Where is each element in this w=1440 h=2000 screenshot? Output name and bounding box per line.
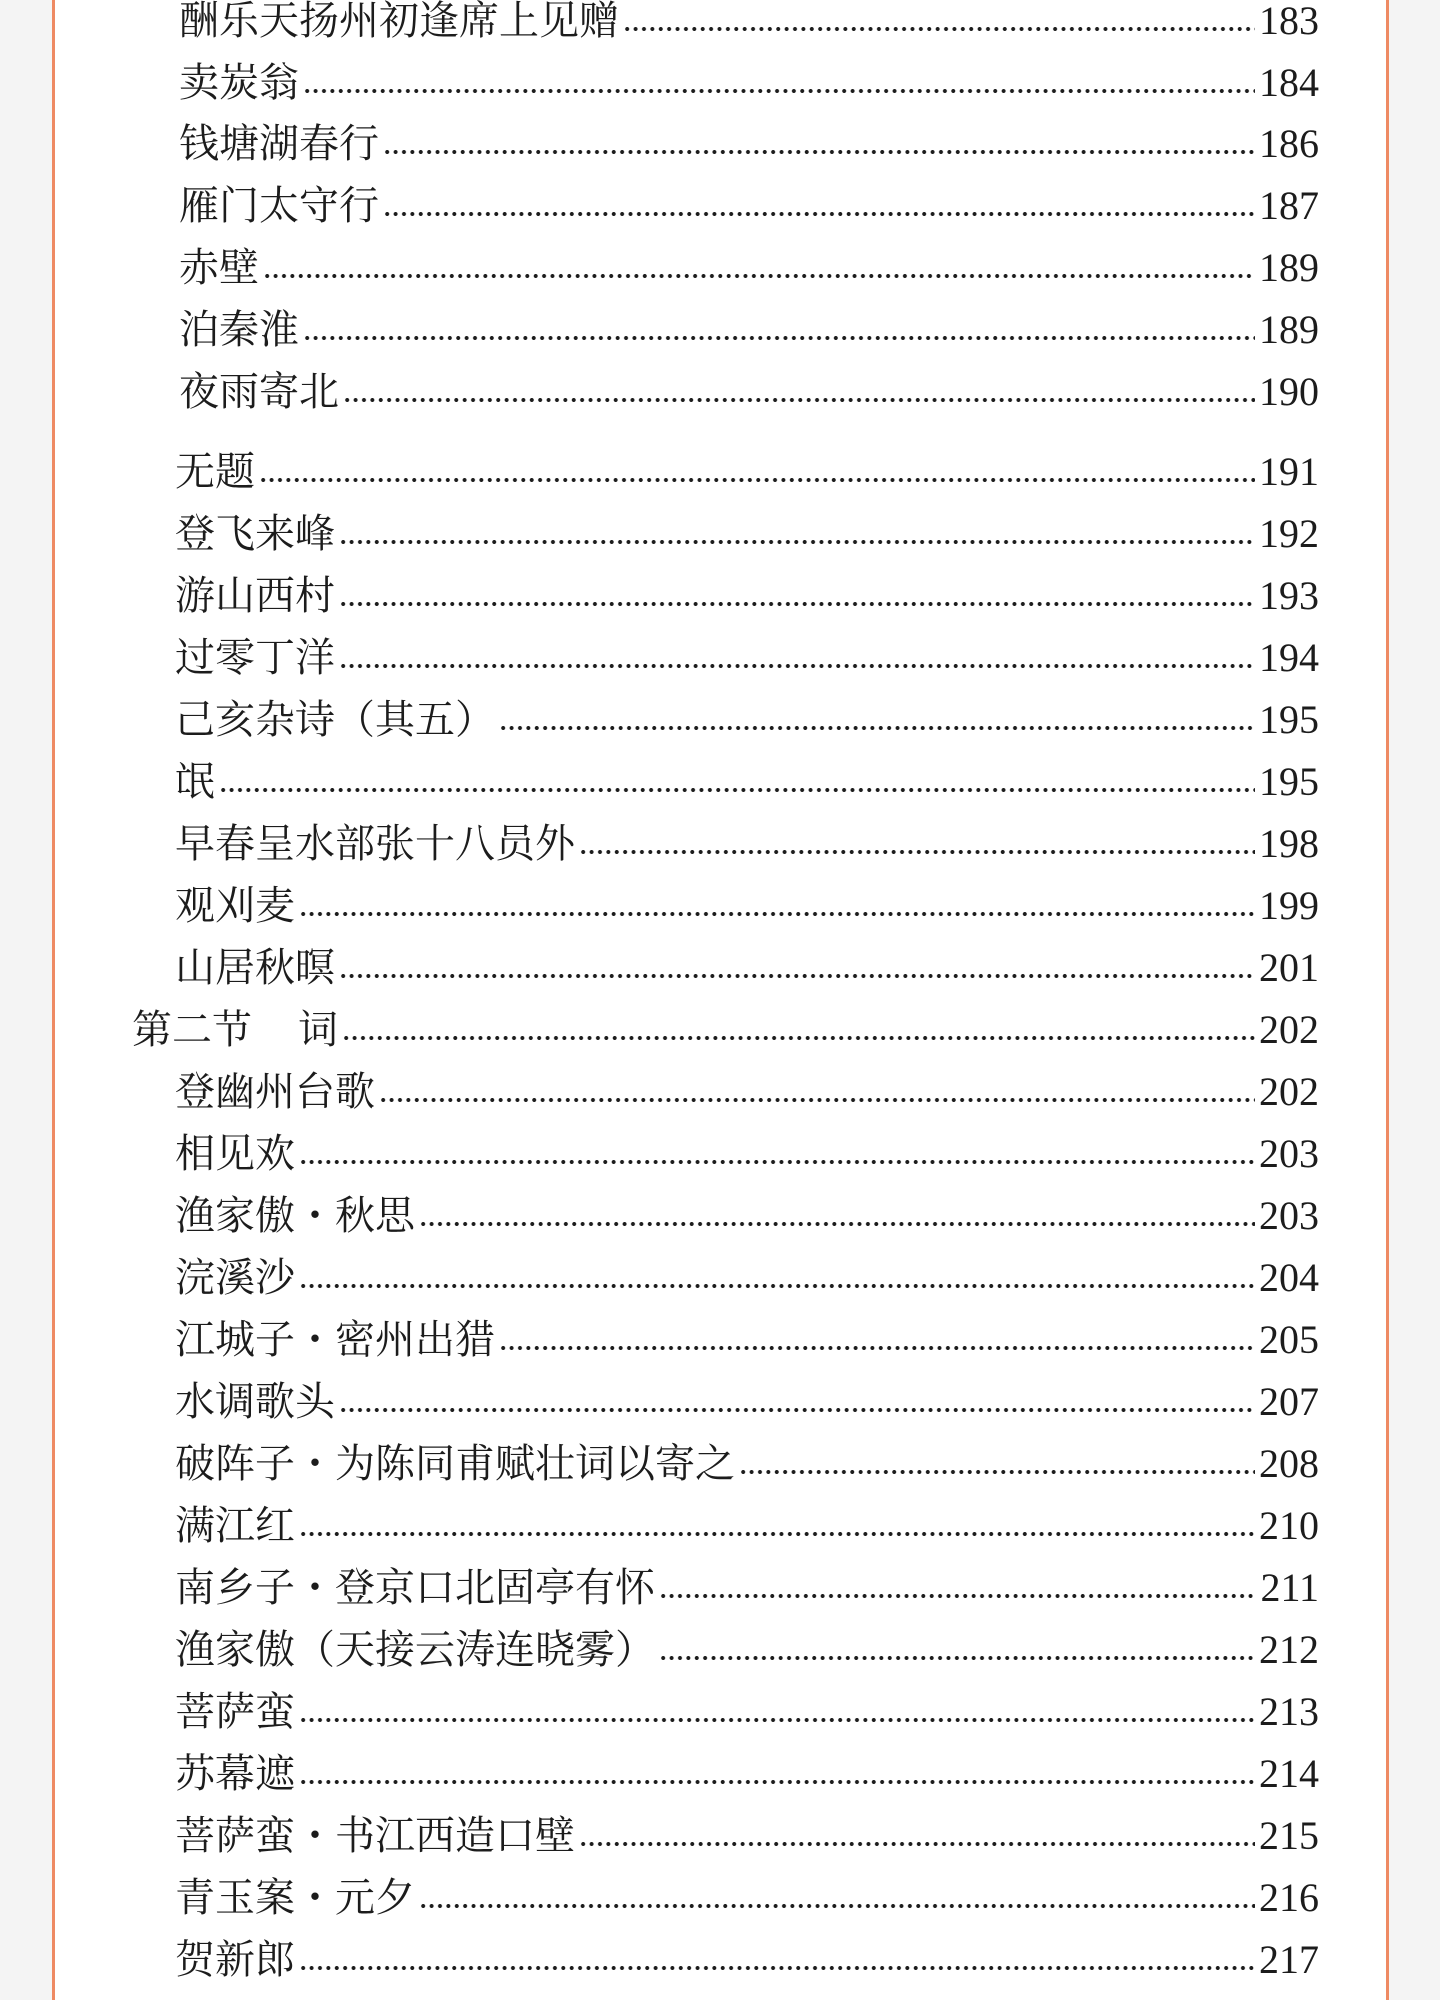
dot-leader: [259, 477, 1255, 483]
toc-entry-page: 208: [1259, 1441, 1319, 1486]
toc-entry[interactable]: [179, 0, 1319, 51]
toc-entry-title: 无题: [175, 449, 255, 495]
toc-entry[interactable]: [175, 1496, 1319, 1556]
dot-leader: [303, 335, 1255, 341]
toc-entry-page: 183: [1259, 0, 1319, 43]
toc-entry[interactable]: [179, 300, 1319, 360]
toc-entry-title: 过零丁洋: [175, 635, 335, 681]
toc-entry-title: 早春呈水部张十八员外: [175, 821, 575, 867]
toc-entry-title: 浣溪沙: [175, 1255, 295, 1301]
dot-leader: [339, 1407, 1255, 1413]
toc-entry[interactable]: [175, 1930, 1319, 1990]
dot-leader: [419, 1903, 1255, 1909]
toc-entry[interactable]: [179, 114, 1319, 174]
toc-entry-page: 194: [1259, 635, 1319, 680]
toc-entry-page: 186: [1259, 121, 1319, 166]
dot-leader: [219, 787, 1255, 793]
dot-leader: [303, 88, 1255, 94]
toc-entry[interactable]: [175, 752, 1319, 812]
toc-entry-page: 202: [1259, 1069, 1319, 1114]
toc-entry-title: 山居秋暝: [175, 945, 335, 991]
toc-entry-page: 192: [1259, 511, 1319, 556]
toc-entry[interactable]: [175, 1248, 1319, 1308]
toc-entry-title: 菩萨蛮・书江西造口壁: [175, 1813, 575, 1859]
dot-leader: [339, 663, 1255, 669]
toc-entry[interactable]: [179, 53, 1319, 113]
dot-leader: [739, 1469, 1255, 1475]
toc-entry[interactable]: [179, 238, 1319, 298]
toc-section-title: [132, 1000, 338, 1060]
toc-entry-page: 189: [1259, 245, 1319, 290]
dot-leader: [659, 1593, 1256, 1599]
toc-entry-title: 游山西村: [175, 573, 335, 619]
toc-entry-title: 满江红: [175, 1503, 295, 1549]
toc-entry-title: 雁门太守行: [179, 183, 379, 229]
toc-entry-title: 赤壁: [179, 245, 259, 291]
toc-entry-page: 202: [1259, 1007, 1319, 1052]
toc-entry-title: 贺新郎: [175, 1937, 295, 1983]
toc-entry[interactable]: [175, 1310, 1319, 1370]
toc-entry-page: 187: [1259, 183, 1319, 228]
toc-entry-page: 195: [1259, 697, 1319, 742]
toc-entry[interactable]: [179, 176, 1319, 236]
toc-entry-page: 191: [1259, 449, 1319, 494]
dot-leader: [383, 149, 1255, 155]
toc-entry[interactable]: [175, 1434, 1319, 1494]
toc-entry-page: 205: [1259, 1317, 1319, 1362]
toc-entry[interactable]: [175, 1372, 1319, 1432]
toc-entry[interactable]: [175, 1062, 1319, 1122]
toc-entry-page: 210: [1259, 1503, 1319, 1548]
document-page: [52, 0, 1389, 2000]
toc-entry[interactable]: [175, 442, 1319, 502]
toc-entry[interactable]: [175, 1744, 1319, 1804]
toc-entry[interactable]: [175, 1806, 1319, 1866]
toc-entry[interactable]: [175, 690, 1319, 750]
dot-leader: [263, 273, 1255, 279]
toc-entry-title: 卖炭翁: [179, 60, 299, 106]
dot-leader: [299, 1717, 1255, 1723]
toc-entry[interactable]: [175, 1124, 1319, 1184]
toc-entry-title: 相见欢: [175, 1131, 295, 1177]
toc-entry-title: 破阵子・为陈同甫赋壮词以寄之: [175, 1441, 735, 1487]
toc-entry[interactable]: [175, 1558, 1319, 1618]
toc-entry-title: 氓: [175, 759, 215, 805]
dot-leader: [299, 1159, 1255, 1165]
toc-entry-title: 登幽州台歌: [175, 1069, 375, 1115]
toc-entry[interactable]: [175, 566, 1319, 626]
dot-leader: [299, 1283, 1255, 1289]
toc-entry[interactable]: [175, 1186, 1319, 1246]
toc-entry[interactable]: [175, 814, 1319, 874]
dot-leader: [659, 1655, 1255, 1661]
toc-entry[interactable]: [175, 628, 1319, 688]
toc-entry-page: 193: [1259, 573, 1319, 618]
toc-entry[interactable]: [175, 876, 1319, 936]
section-name: 词: [298, 1007, 338, 1053]
toc-entry-title: 南乡子・登京口北固亭有怀: [175, 1565, 655, 1611]
toc-entry-page: 203: [1259, 1193, 1319, 1238]
toc-entry-title: 己亥杂诗（其五）: [175, 697, 495, 743]
toc-entry-title: 钱塘湖春行: [179, 121, 379, 167]
dot-leader: [383, 211, 1255, 217]
dot-leader: [499, 725, 1255, 731]
dot-leader: [343, 397, 1255, 403]
dot-leader: [419, 1221, 1255, 1227]
toc-entry-title: 水调歌头: [175, 1379, 335, 1425]
toc-entry-page: 189: [1259, 307, 1319, 352]
dot-leader: [299, 1531, 1255, 1537]
toc-entry-page: 213: [1259, 1689, 1319, 1734]
dot-leader: [339, 601, 1255, 607]
toc-entry-page: 198: [1259, 821, 1319, 866]
toc-entry-title: 渔家傲（天接云涛连晓雾）: [175, 1627, 655, 1673]
toc-entry-page: 207: [1259, 1379, 1319, 1424]
toc-entry-title: 观刈麦: [175, 883, 295, 929]
dot-leader: [579, 849, 1255, 855]
toc-entry-page: 217: [1259, 1937, 1319, 1982]
section-label: 第二节: [132, 1007, 252, 1053]
toc-entry-page: 190: [1259, 369, 1319, 414]
toc-entry-page: 211: [1260, 1565, 1319, 1610]
toc-entry-title: 渔家傲・秋思: [175, 1193, 415, 1239]
dot-leader: [299, 1779, 1255, 1785]
toc-entry[interactable]: [175, 938, 1319, 998]
toc-entry-page: 195: [1259, 759, 1319, 804]
toc-entry-page: 216: [1259, 1875, 1319, 1920]
toc-entry-page: 212: [1259, 1627, 1319, 1672]
toc-entry-title: 酬乐天扬州初逢席上见赠: [179, 0, 619, 44]
toc-entry-title: 夜雨寄北: [179, 369, 339, 415]
toc-entry[interactable]: [175, 1620, 1319, 1680]
toc-entry-page: 204: [1259, 1255, 1319, 1300]
toc-entry[interactable]: [175, 504, 1319, 564]
toc-entry-title: 苏幕遮: [175, 1751, 295, 1797]
toc-entry-page: 184: [1259, 60, 1319, 105]
toc-entry-page: 214: [1259, 1751, 1319, 1796]
toc-entry-page: 203: [1259, 1131, 1319, 1176]
toc-entry[interactable]: [179, 362, 1319, 422]
toc-entry-title: 菩萨蛮: [175, 1689, 295, 1735]
dot-leader: [379, 1097, 1255, 1103]
dot-leader: [499, 1345, 1255, 1351]
dot-leader: [299, 1965, 1255, 1971]
toc-entry[interactable]: [175, 1868, 1319, 1928]
toc-entry-page: 201: [1259, 945, 1319, 990]
toc-entry-title: 登飞来峰: [175, 511, 335, 557]
dot-leader: [339, 539, 1255, 545]
toc-entry-title: 青玉案・元夕: [175, 1875, 415, 1921]
dot-leader: [299, 911, 1255, 917]
toc-entry-page: 199: [1259, 883, 1319, 928]
dot-leader: [623, 26, 1255, 32]
toc-entry-title: 泊秦淮: [179, 307, 299, 353]
dot-leader: [342, 1035, 1255, 1041]
toc-section-heading[interactable]: [132, 1000, 1319, 1060]
toc-entry-page: 215: [1259, 1813, 1319, 1858]
dot-leader: [579, 1841, 1255, 1847]
dot-leader: [339, 973, 1255, 979]
toc-entry-title: 江城子・密州出猎: [175, 1317, 495, 1363]
toc-entry[interactable]: [175, 1682, 1319, 1742]
